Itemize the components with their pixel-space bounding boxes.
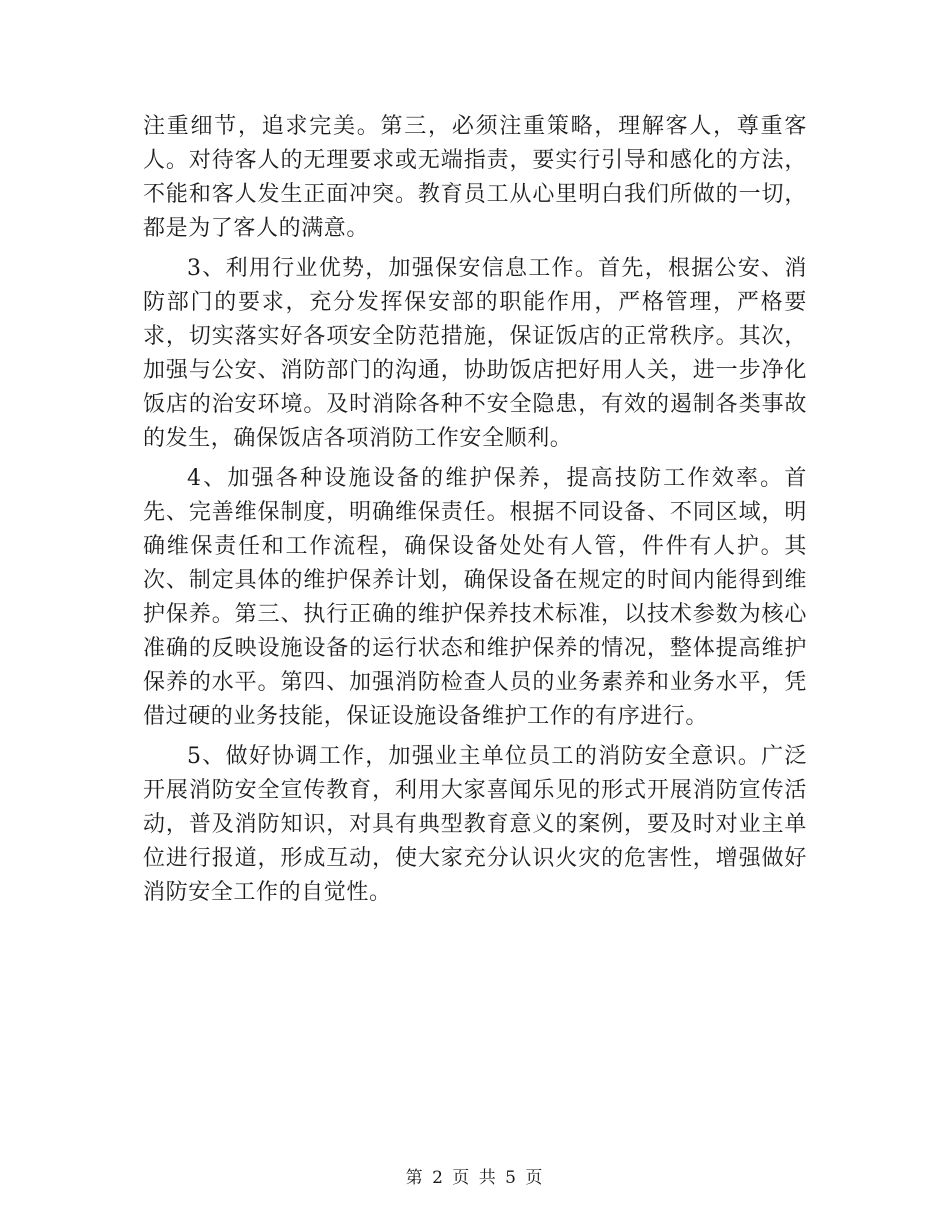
document-body	[143, 110, 807, 916]
paragraph-item-5: 5、做好协调工作，加强业主单位员工的消防安全意识。广泛开展消防安全宣传教育，利用大家喜闻乐见的形式开展消防宣传活动，普及消防知识，对具有典型教育意义的案例，要及时对业主单位进行报道，形成互动，使大家充分认识火灾的危害性，增强做好消防安全工作的自觉性。	[143, 744, 807, 905]
paragraph-item-4: 4、加强各种设施设备的维护保养，提高技防工作效率。首先、完善维保制度，明确维保责任。根据不同设备、不同区域，明确维保责任和工作流程，确保设备处处有人管，件件有人护。其次、制定具体的维护保养计划，确保设备在规定的时间内能得到维护保养。第三、执行正确的维护保养技术标准，以技术参数为核心准确的反映设施设备的运行状态和维护保养的情况，整体提高维护保养的水平。第四、加强消防检查人员的业务素养和业务水平，凭借过硬的业务技能，保证设施设备维护工作的有序进行。	[143, 466, 807, 729]
paragraph-item-3: 3、利用行业优势，加强保安信息工作。首先，根据公安、消防部门的要求，充分发挥保安部的职能作用，严格管理，严格要求，切实落实好各项安全防范措施，保证饭店的正常秩序。其次，加强与公安、消防部门的沟通，协助饭店把好用人关，进一步净化饭店的治安环境。及时消除各种不安全隐患，有效的遏制各类事故的发生，确保饭店各项消防工作安全顺利。	[143, 256, 807, 451]
paragraph-continuation: 注重细节，追求完美。第三，必须注重策略，理解客人，尊重客人。对待客人的无理要求或无端指责，要实行引导和感化的方法，不能和客人发生正面冲突。教育员工从心里明白我们所做的一切，都是为了客人的满意。	[143, 114, 807, 241]
page-number-footer: 第 2 页 共 5 页	[405, 1168, 545, 1188]
